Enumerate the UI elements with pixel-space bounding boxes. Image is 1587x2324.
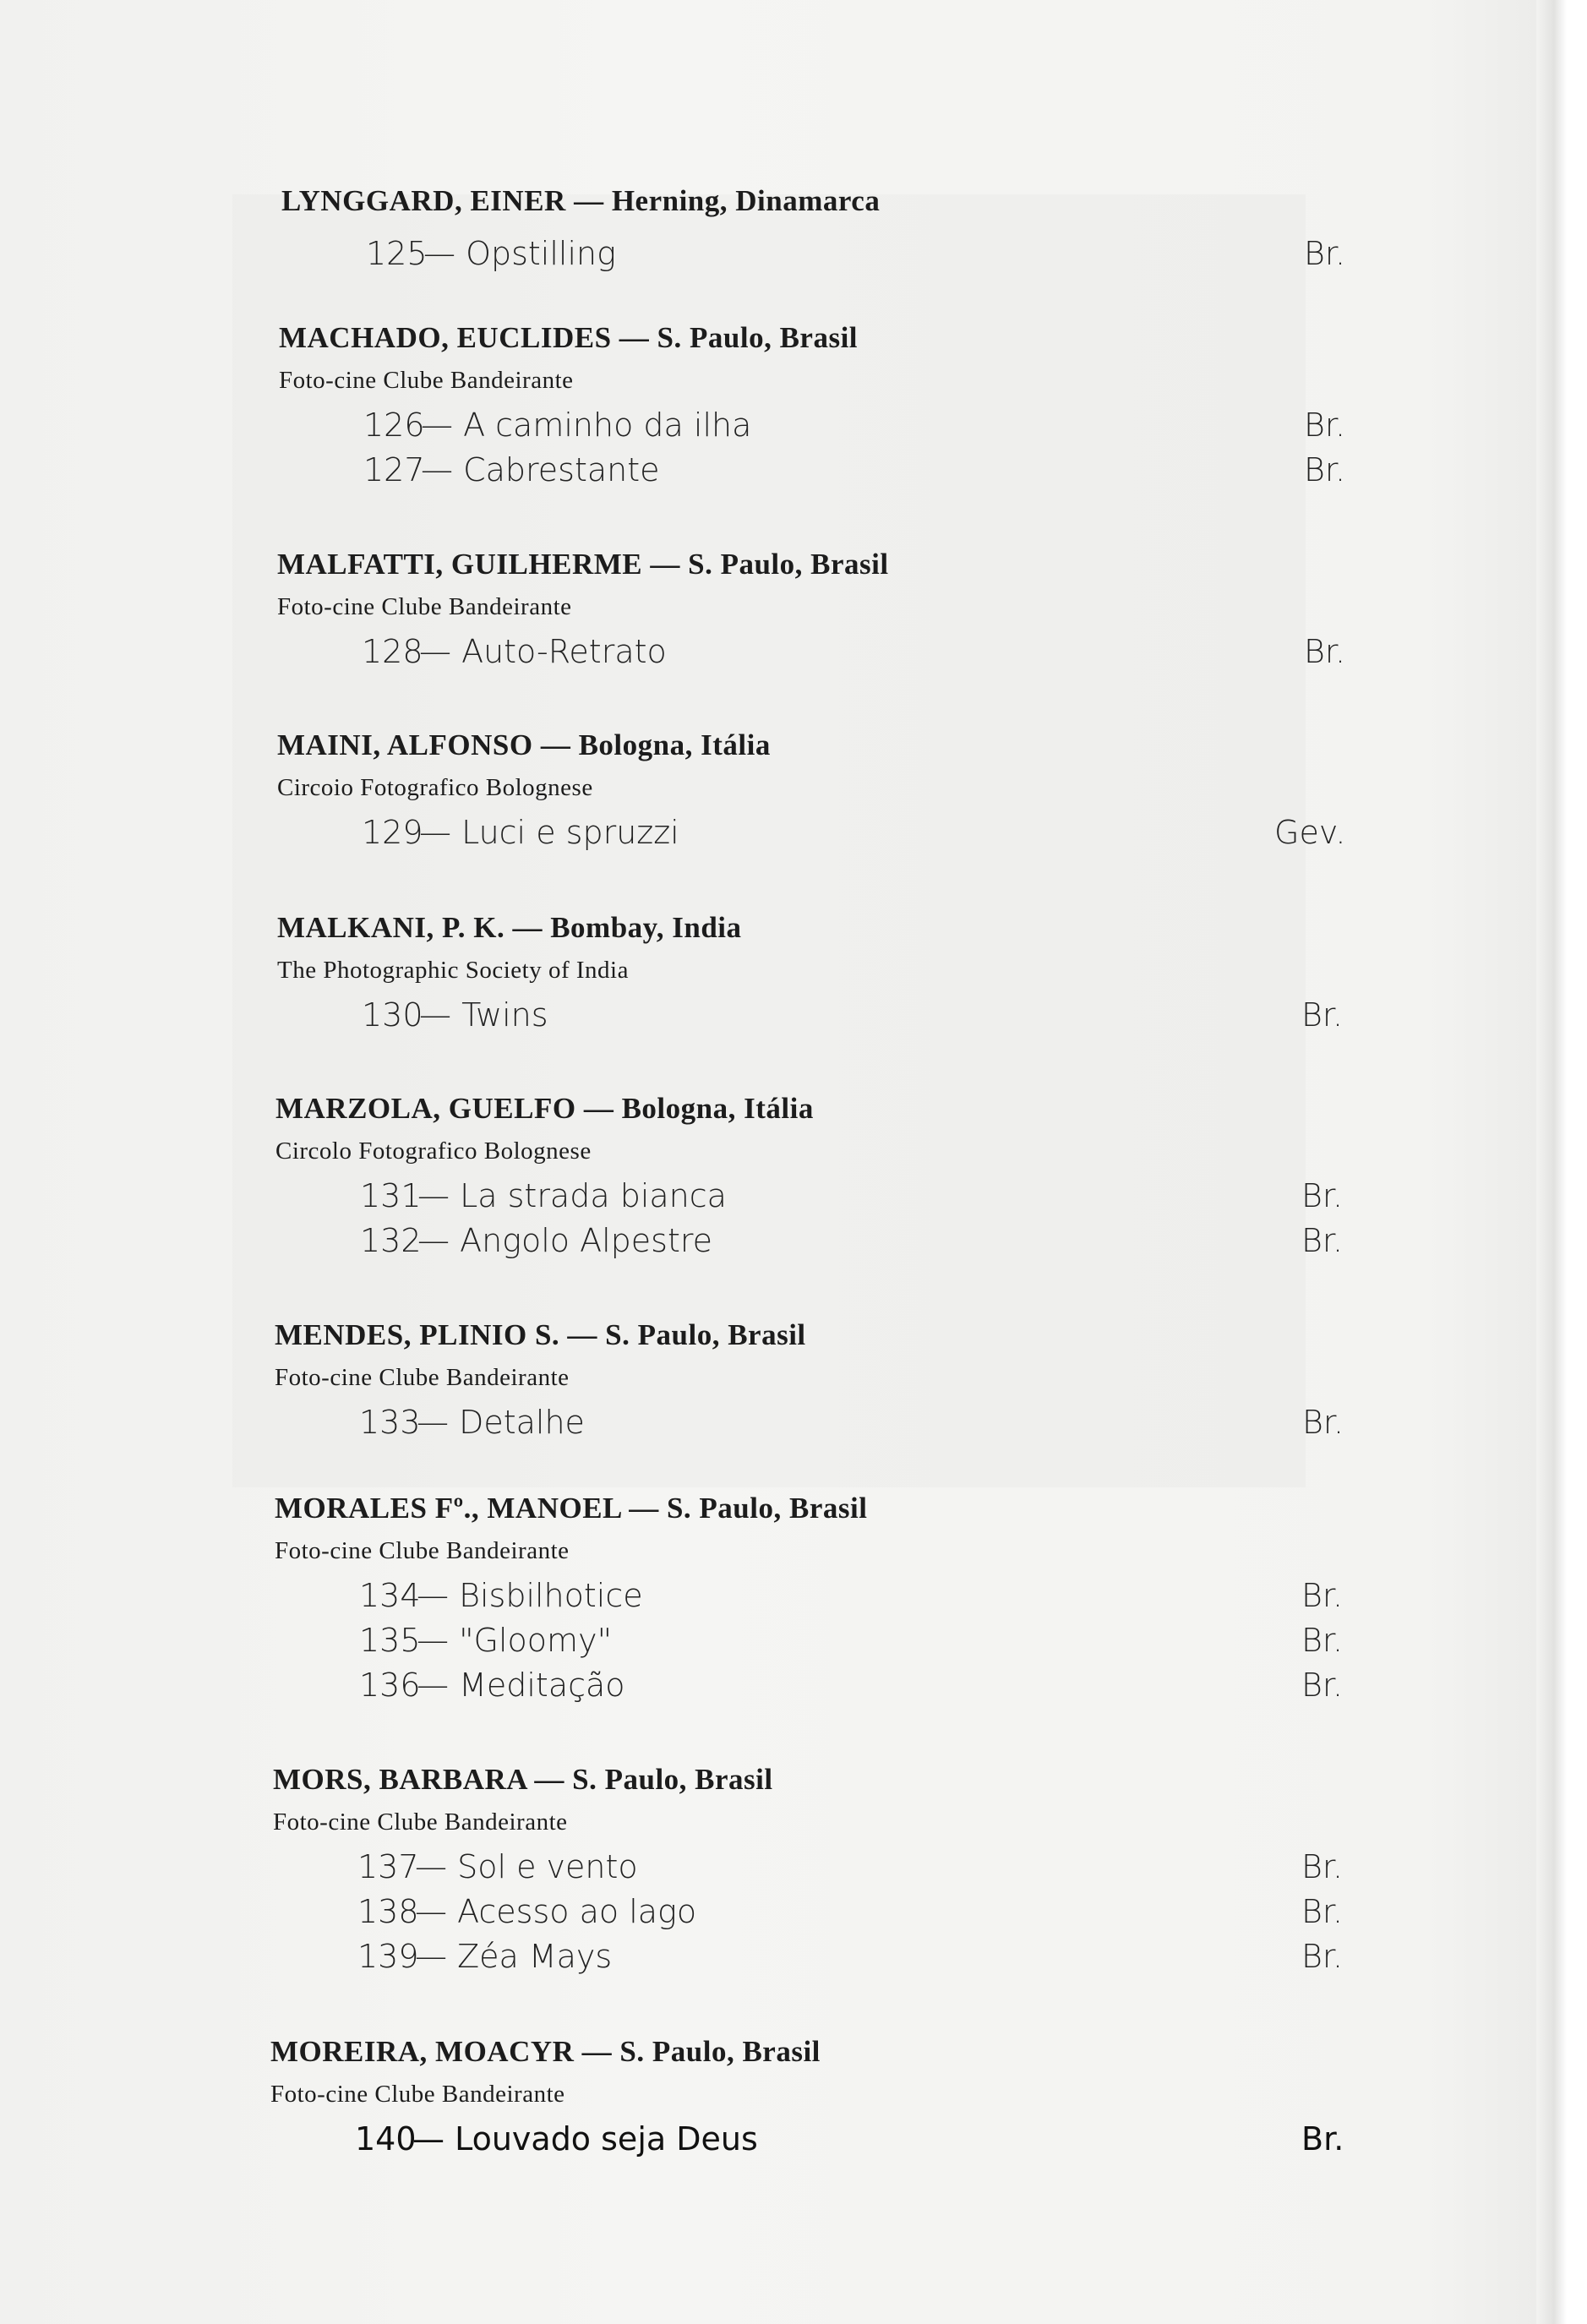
award-label: Br. [1301,1577,1344,1614]
work-row [275,1404,1344,1448]
entry [277,728,1346,859]
award-label: Br. [1304,451,1346,488]
artist-heading: MAINI, ALFONSO — Bologna, Itália [277,728,771,761]
award-label: Br. [1301,1222,1344,1259]
award-label: Br. [1304,406,1346,444]
entry [273,1763,1344,1983]
work-title: — Sol e vento [415,1848,638,1885]
work-row [277,814,1346,859]
work-row [273,1848,1344,1893]
work-row [275,1577,1344,1622]
work-number: 140 [355,2120,417,2158]
award-label: Br. [1301,1893,1344,1930]
artist-heading: LYNGGARD, EINER — Herning, Dinamarca [281,184,881,217]
club-name: Foto-cine Clube Bandeirante [270,2081,565,2108]
work-number: 129 [362,814,423,851]
club-name: Foto-cine Clube Bandeirante [279,367,574,394]
entry [277,548,1346,678]
work-number: 128 [362,633,423,670]
club-name: Foto-cine Clube Bandeirante [277,593,572,620]
award-label: Br. [1302,1404,1344,1441]
award-label: Br. [1304,633,1346,670]
award-label: Br. [1301,1667,1344,1704]
artist-heading: MENDES, PLINIO S. — S. Paulo, Brasil [275,1318,806,1351]
work-title: — Detalhe [417,1404,585,1441]
work-title: — Bisbilhotice [417,1577,643,1614]
work-title: — Zéa Mays [415,1938,613,1975]
work-row [275,1222,1344,1267]
work-title: — Cabrestante [421,451,660,488]
work-title: — Meditação [417,1667,625,1704]
club-name: Circoio Fotografico Bolognese [277,774,593,801]
work-title: — Angolo Alpestre [417,1222,713,1259]
award-label: Br. [1301,1622,1344,1659]
work-row [270,2120,1344,2165]
award-label: Br. [1301,1938,1344,1975]
work-title: — Louvado seja Deus [412,2120,758,2158]
work-row [275,1177,1344,1222]
work-number: 139 [357,1938,419,1975]
work-row [279,451,1346,496]
artist-heading: MACHADO, EUCLIDES — S. Paulo, Brasil [279,321,859,354]
award-label: Br. [1304,235,1346,272]
entry [270,2035,1344,2165]
page-edge [1536,0,1587,2324]
work-row [275,1622,1344,1667]
entry [281,184,1346,280]
work-number: 136 [359,1667,421,1704]
entry [275,1092,1344,1267]
work-number: 125 [366,235,428,272]
work-row [277,996,1344,1041]
work-number: 126 [363,406,425,444]
artist-heading: MALFATTI, GUILHERME — S. Paulo, Brasil [277,548,889,581]
work-title: — "Gloomy" [417,1622,613,1659]
work-title: — Auto-Retrato [419,633,667,670]
work-title: — Acesso ao lago [415,1893,697,1930]
work-number: 131 [360,1177,422,1214]
work-number: 138 [357,1893,419,1930]
work-number: 132 [360,1222,422,1259]
work-title: — Opstilling [423,235,616,272]
artist-heading: MOREIRA, MOACYR — S. Paulo, Brasil [270,2035,821,2068]
work-title: — La strada bianca [417,1177,727,1214]
work-number: 130 [362,996,423,1034]
entry [279,321,1346,496]
award-label: Br. [1301,1848,1344,1885]
work-row [279,406,1346,451]
club-name: The Photographic Society of India [277,957,629,984]
work-number: 133 [359,1404,421,1441]
work-title: — Twins [419,996,548,1034]
work-number: 137 [357,1848,419,1885]
artist-heading: MALKANI, P. K. — Bombay, India [277,911,742,944]
award-label: Br. [1301,996,1344,1034]
entry [275,1492,1344,1711]
work-number: 135 [359,1622,421,1659]
award-label: Gev. [1274,814,1346,851]
artist-heading: MORS, BARBARA — S. Paulo, Brasil [273,1763,773,1796]
artist-heading: MARZOLA, GUELFO — Bologna, Itália [275,1092,814,1125]
club-name: Circolo Fotografico Bolognese [275,1137,592,1165]
award-label: Br. [1301,2120,1344,2158]
artist-heading: MORALES Fº., MANOEL — S. Paulo, Brasil [275,1492,868,1525]
work-row [273,1893,1344,1938]
award-label: Br. [1301,1177,1344,1214]
work-number: 134 [359,1577,421,1614]
work-title: — Luci e spruzzi [419,814,679,851]
work-number: 127 [363,451,425,488]
work-row [275,1667,1344,1711]
work-row [273,1938,1344,1983]
entry [277,911,1344,1041]
club-name: Foto-cine Clube Bandeirante [275,1364,570,1391]
work-title: — A caminho da ilha [421,406,752,444]
club-name: Foto-cine Clube Bandeirante [273,1808,568,1836]
work-row [277,633,1346,678]
entry [275,1318,1344,1448]
club-name: Foto-cine Clube Bandeirante [275,1537,570,1564]
work-row [281,235,1346,280]
